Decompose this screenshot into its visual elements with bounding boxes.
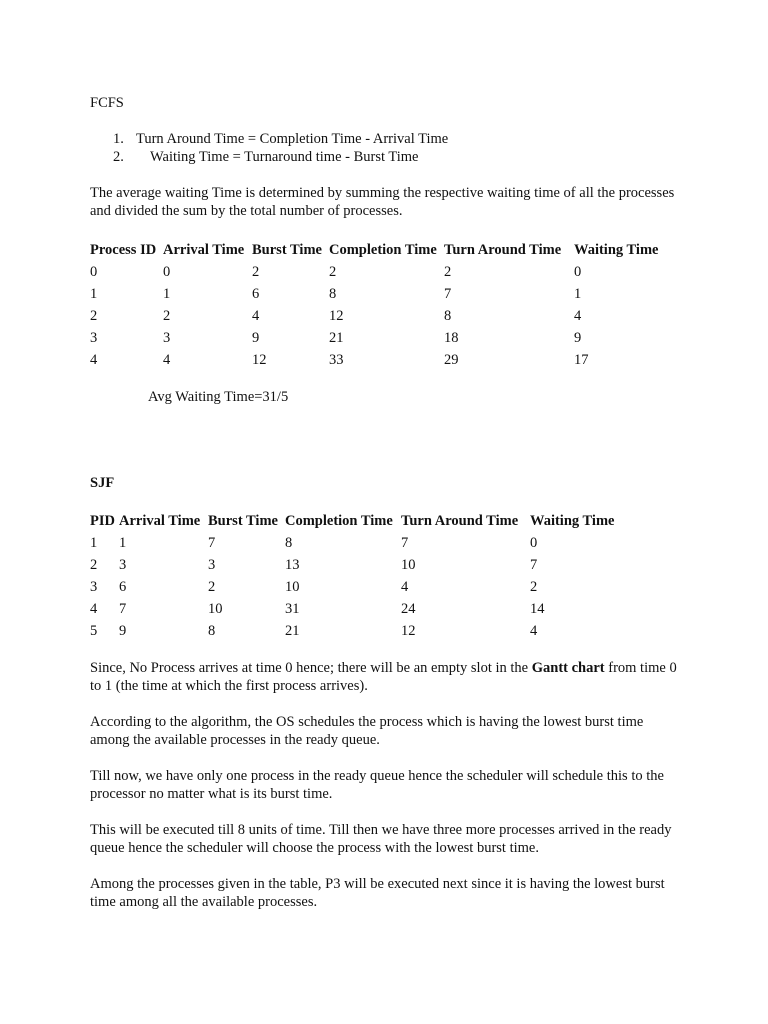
list-item: Waiting Time = Turnaround time - Burst Time	[150, 149, 419, 165]
table-cell: 4	[574, 308, 582, 324]
table-cell: 4	[401, 579, 409, 595]
table-header-pid: PID	[90, 513, 115, 529]
table-cell: 9	[574, 330, 582, 346]
table-header-waiting-time: Waiting Time	[530, 513, 615, 529]
table-header-waiting-time: Waiting Time	[574, 242, 659, 258]
table-cell: 3	[90, 579, 98, 595]
table-cell: 5	[90, 623, 98, 639]
table-cell: 8	[285, 535, 293, 551]
table-cell: 0	[530, 535, 538, 551]
table-header-arrival-time: Arrival Time	[163, 242, 245, 258]
table-cell: 14	[530, 601, 545, 617]
table-cell: 18	[444, 330, 459, 346]
table-cell: 2	[444, 264, 452, 280]
table-cell: 12	[401, 623, 416, 639]
table-header-arrival-time: Arrival Time	[119, 513, 201, 529]
table-header-process-id: Process ID	[90, 242, 157, 258]
table-header-completion-time: Completion Time	[285, 513, 393, 529]
table-cell: 12	[329, 308, 344, 324]
table-cell: 10	[401, 557, 416, 573]
table-cell: 6	[252, 286, 260, 302]
avg-waiting-time: Avg Waiting Time=31/5	[148, 389, 289, 405]
table-cell: 2	[208, 579, 216, 595]
table-cell: 3	[90, 330, 98, 346]
table-cell: 8	[208, 623, 216, 639]
table-cell: 3	[119, 557, 127, 573]
table-header-burst-time: Burst Time	[208, 513, 278, 529]
sjf-paragraph-ready-queue: Till now, we have only one process in the ready queue hence the scheduler will schedule this to the processor no matter what is its burst time.	[90, 768, 664, 802]
table-cell: 0	[163, 264, 171, 280]
table-cell: 4	[90, 352, 98, 368]
table-cell: 1	[119, 535, 127, 551]
table-cell: 29	[444, 352, 459, 368]
sjf-paragraph-gantt	[90, 659, 680, 695]
table-cell: 13	[285, 557, 300, 573]
table-cell: 2	[90, 557, 98, 573]
fcfs-heading: FCFS	[90, 95, 124, 111]
table-cell: 12	[252, 352, 267, 368]
table-header-burst-time: Burst Time	[252, 242, 322, 258]
table-cell: 8	[329, 286, 337, 302]
sjf-paragraph-algorithm: According to the algorithm, the OS schedules the process which is having the lowest burst time among the available processes in the ready queue.	[90, 714, 644, 748]
table-cell: 21	[285, 623, 300, 639]
paragraph-text: Since, No Process arrives at time 0 hence; there will be an empty slot in the	[90, 660, 532, 676]
table-cell: 17	[574, 352, 589, 368]
fcfs-description: The average waiting Time is determined by summing the respective waiting time of all the processes and divided the sum by the total number of processes.	[90, 185, 675, 219]
paragraph-text: from time 0 to 1 (the time at which the first process arrives).	[90, 660, 677, 694]
sjf-heading: SJF	[90, 475, 115, 491]
table-cell: 2	[90, 308, 98, 324]
table-cell: 10	[285, 579, 300, 595]
table-header-turnaround-time: Turn Around Time	[444, 242, 562, 258]
table-cell: 7	[401, 535, 409, 551]
table-cell: 24	[401, 601, 416, 617]
table-cell: 2	[252, 264, 260, 280]
table-cell: 2	[163, 308, 171, 324]
table-cell: 7	[208, 535, 216, 551]
table-cell: 21	[329, 330, 344, 346]
table-cell: 6	[119, 579, 127, 595]
table-cell: 3	[163, 330, 171, 346]
table-cell: 1	[90, 535, 98, 551]
table-header-turnaround-time: Turn Around Time	[401, 513, 519, 529]
list-item: Turn Around Time = Completion Time - Arrival Time	[136, 131, 449, 147]
table-cell: 1	[163, 286, 171, 302]
table-cell: 2	[329, 264, 337, 280]
sjf-paragraph-next: Among the processes given in the table, P3 will be executed next since it is having the lowest burst time among all the available processes.	[90, 876, 665, 910]
table-cell: 9	[119, 623, 127, 639]
table-cell: 9	[252, 330, 260, 346]
table-cell: 31	[285, 601, 300, 617]
table-cell: 0	[574, 264, 582, 280]
table-cell: 4	[90, 601, 98, 617]
table-cell: 8	[444, 308, 452, 324]
list-marker: 1.	[113, 131, 124, 147]
table-cell: 7	[530, 557, 538, 573]
table-cell: 2	[530, 579, 538, 595]
table-cell: 7	[119, 601, 127, 617]
list-marker: 2.	[113, 149, 124, 165]
table-cell: 10	[208, 601, 223, 617]
table-cell: 3	[208, 557, 216, 573]
table-cell: 7	[444, 286, 452, 302]
table-cell: 1	[90, 286, 98, 302]
sjf-paragraph-execution: This will be executed till 8 units of time. Till then we have three more processes arrived in the ready queue hence the scheduler will choose the process with the lowest burst time.	[90, 822, 672, 856]
table-cell: 0	[90, 264, 98, 280]
table-cell: 1	[574, 286, 582, 302]
table-cell: 33	[329, 352, 344, 368]
gantt-chart-term: Gantt chart	[531, 660, 605, 676]
table-cell: 4	[252, 308, 260, 324]
table-header-completion-time: Completion Time	[329, 242, 437, 258]
table-cell: 4	[163, 352, 171, 368]
table-cell: 4	[530, 623, 538, 639]
